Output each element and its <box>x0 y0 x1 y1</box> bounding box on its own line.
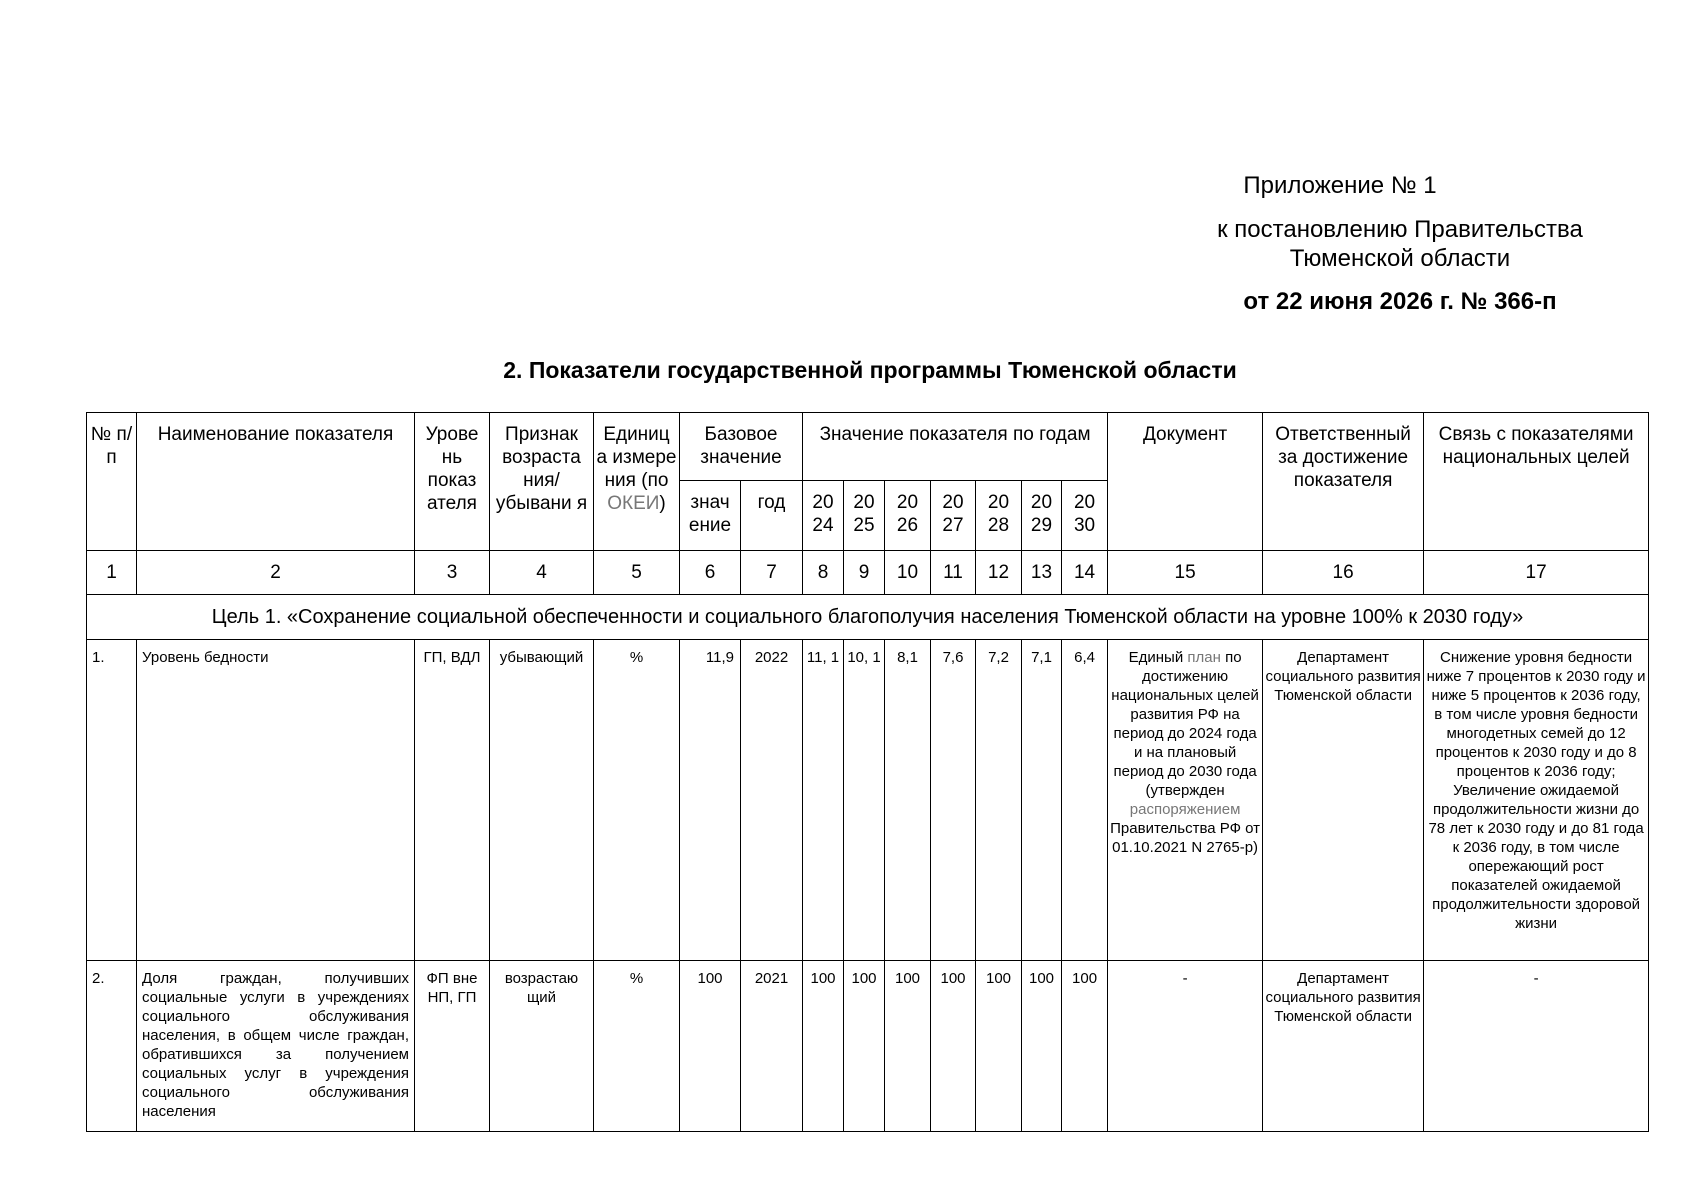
header-sign: Признак возраста ния/ убывани я <box>490 413 594 551</box>
row-base-value: 100 <box>680 961 741 1132</box>
row-base-year: 2021 <box>741 961 803 1132</box>
appendix-title: Приложение № 1 <box>1243 172 1437 199</box>
header-year: 20 24 <box>803 481 844 551</box>
row-year-value: 8,1 <box>885 640 931 961</box>
row-document <box>1108 640 1263 961</box>
row-name: Уровень бедности <box>137 640 415 961</box>
header-unit-close: ) <box>659 493 666 514</box>
table-row <box>87 640 1649 961</box>
row-year-value: 6,4 <box>1062 640 1108 961</box>
column-number: 8 <box>803 551 844 595</box>
row-year-value: 7,2 <box>976 640 1022 961</box>
document-text: по достижению национальных целей развития РФ на период до 2024 года и на плановый период до 2030 года (утвержден <box>1111 649 1259 799</box>
column-number: 17 <box>1424 551 1649 595</box>
column-number: 7 <box>741 551 803 595</box>
header-unit <box>594 413 680 551</box>
row-year-value: 10, 1 <box>844 640 885 961</box>
column-number: 2 <box>137 551 415 595</box>
row-national-link: - <box>1424 961 1649 1132</box>
header-name: Наименование показателя <box>137 413 415 551</box>
row-year-value: 100 <box>1062 961 1108 1132</box>
header-level: Урове нь показ ателя <box>415 413 490 551</box>
okei-link[interactable]: ОКЕИ <box>607 493 660 514</box>
row-year-value: 100 <box>931 961 976 1132</box>
row-year-value: 7,6 <box>931 640 976 961</box>
column-number: 4 <box>490 551 594 595</box>
order-link[interactable]: распоряжением <box>1129 801 1241 818</box>
header-national-link: Связь с показателями национальных целей <box>1424 413 1649 551</box>
header-year: 20 26 <box>885 481 931 551</box>
row-year-value: 100 <box>844 961 885 1132</box>
header-base-value: знач ение <box>680 481 741 551</box>
row-year-value: 11, 1 <box>803 640 844 961</box>
row-year-value: 100 <box>885 961 931 1132</box>
column-number: 12 <box>976 551 1022 595</box>
document-text: Единый <box>1128 649 1184 666</box>
document-title: 2. Показатели государственной программы Тюменской области <box>503 357 1237 383</box>
row-base-value: 11,9 <box>680 640 741 961</box>
header-base-year: год <box>741 481 803 551</box>
column-number: 1 <box>87 551 137 595</box>
table-row <box>87 961 1649 1132</box>
row-responsible: Департамент социального развития Тюменской области <box>1263 640 1424 961</box>
header-document: Документ <box>1108 413 1263 551</box>
column-number: 5 <box>594 551 680 595</box>
row-year-value: 7,1 <box>1022 640 1062 961</box>
plan-link[interactable]: план <box>1187 649 1221 666</box>
row-responsible: Департамент социального развития Тюменской области <box>1263 961 1424 1132</box>
row-document: - <box>1108 961 1263 1132</box>
row-sign: убывающий <box>490 640 594 961</box>
column-number: 6 <box>680 551 741 595</box>
row-year-value: 100 <box>803 961 844 1132</box>
header-year: 20 27 <box>931 481 976 551</box>
row-unit: % <box>594 961 680 1132</box>
header-year: 20 25 <box>844 481 885 551</box>
row-year-value: 100 <box>976 961 1022 1132</box>
column-number: 11 <box>931 551 976 595</box>
row-level: ФП вне НП, ГП <box>415 961 490 1132</box>
column-number: 15 <box>1108 551 1263 595</box>
column-number: 16 <box>1263 551 1424 595</box>
header-responsible: Ответственный за достижение показателя <box>1263 413 1424 551</box>
column-number: 13 <box>1022 551 1062 595</box>
row-level: ГП, ВДЛ <box>415 640 490 961</box>
row-year-value: 100 <box>1022 961 1062 1132</box>
header-values-by-year: Значение показателя по годам <box>803 413 1108 481</box>
header-base: Базовое значение <box>680 413 803 481</box>
goal-row: Цель 1. «Сохранение социальной обеспеченности и социального благополучия населения Тюменской области на уровне 100% к 2030 году» <box>87 595 1649 640</box>
indicators-table <box>86 412 1649 1132</box>
column-number: 9 <box>844 551 885 595</box>
document-text: Правительства РФ от 01.10.2021 N 2765-р) <box>1110 820 1261 856</box>
header-num: № п/п <box>87 413 137 551</box>
row-national-link: Снижение уровня бедности ниже 7 процентов к 2030 году и ниже 5 процентов к 2036 году, в том числе уровня бедности многодетных семей до 12 процентов к 2030 году и до 8 процентов к 2036 году; Увеличение ожидаемой продолжительности жизни до 78 лет к 2030 году и до 81 года к 2036 году, в том числе опережающий рост показателей ожидаемой продолжительности здоровой жизни <box>1424 640 1649 961</box>
column-number: 3 <box>415 551 490 595</box>
row-num: 2. <box>87 961 137 1132</box>
row-base-year: 2022 <box>741 640 803 961</box>
header-year: 20 29 <box>1022 481 1062 551</box>
header-year: 20 28 <box>976 481 1022 551</box>
appendix-decree-line: к постановлению Правительства <box>1217 216 1583 243</box>
column-number: 10 <box>885 551 931 595</box>
appendix-region-line: Тюменской области <box>1289 245 1511 272</box>
appendix-date: от 22 июня 2026 г. № 366-п <box>1243 288 1557 315</box>
header-unit-text: Единиц а измере ния (по <box>596 424 677 491</box>
row-name: Доля граждан, получивших социальные услуги в учреждениях социального обслуживания населения, в общем числе граждан, обратившихся за получением социальных услуг в учреждения социального обслуживания населения <box>137 961 415 1132</box>
row-sign: возрастаю щий <box>490 961 594 1132</box>
row-num: 1. <box>87 640 137 961</box>
header-year: 20 30 <box>1062 481 1108 551</box>
column-number: 14 <box>1062 551 1108 595</box>
row-unit: % <box>594 640 680 961</box>
